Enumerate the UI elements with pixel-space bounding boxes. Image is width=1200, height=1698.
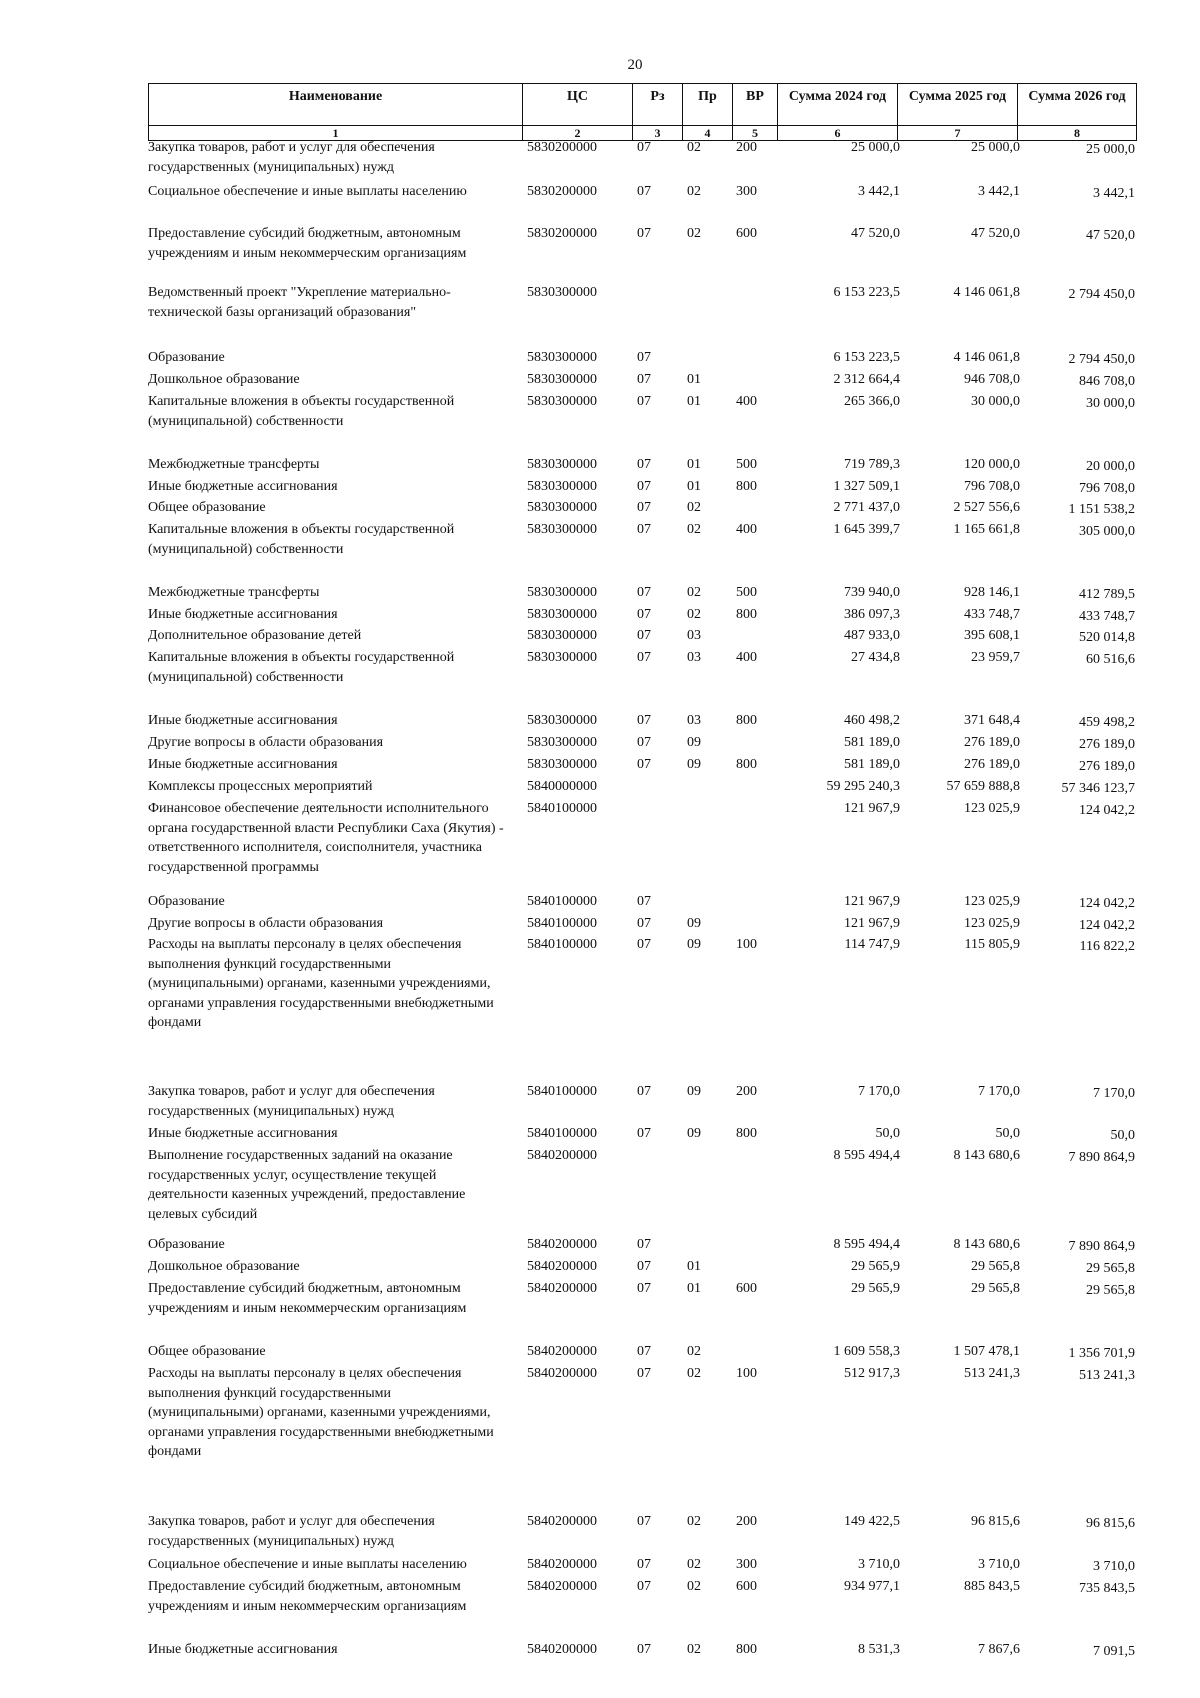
- cell-name: Образование: [148, 1237, 225, 1252]
- col-number: 7: [898, 126, 1018, 141]
- cell-s2024: 719 789,3: [844, 457, 900, 472]
- cell-cs: 5840100000: [527, 1084, 597, 1099]
- cell-s2026: 3 442,1: [1093, 186, 1135, 201]
- cell-pr: 02: [687, 140, 701, 155]
- cell-s2026: 520 014,8: [1079, 630, 1135, 645]
- cell-vr: 300: [736, 1557, 757, 1572]
- cell-cs: 5830200000: [527, 140, 597, 155]
- col-header-vr: ВР: [733, 84, 778, 126]
- cell-s2024: 3 710,0: [858, 1557, 900, 1572]
- cell-s2024: 114 747,9: [844, 937, 900, 952]
- cell-name: Финансовое обеспечение деятельности исполнительного органа государственной власти Республики Саха (Якутия) - ответственного исполнителя, соисполнителя, участника государственной программы: [148, 801, 504, 875]
- cell-cs: 5830300000: [527, 522, 597, 537]
- cell-cs: 5830300000: [527, 757, 597, 772]
- cell-s2026: 846 708,0: [1079, 374, 1135, 389]
- cell-vr: 200: [736, 1084, 757, 1099]
- cell-pr: 01: [687, 372, 701, 387]
- cell-name: Расходы на выплаты персоналу в целях обеспечения выполнения функций государственными (муниципальными) органами, казенными учреждениями, органами управления государственными внебюджетными фондами: [148, 937, 494, 1030]
- cell-cs: 5840200000: [527, 1642, 597, 1657]
- cell-s2024: 1 327 509,1: [833, 479, 900, 494]
- cell-pr: 02: [687, 585, 701, 600]
- cell-cs: 5840000000: [527, 779, 597, 794]
- cell-s2026: 116 822,2: [1079, 939, 1135, 954]
- cell-s2026: 124 042,2: [1079, 896, 1135, 911]
- cell-s2026: 30 000,0: [1086, 396, 1135, 411]
- cell-name: Комплексы процессных мероприятий: [148, 779, 373, 794]
- cell-vr: 800: [736, 757, 757, 772]
- cell-rz: 07: [637, 350, 651, 365]
- cell-name: Капитальные вложения в объекты государственной (муниципальной) собственности: [148, 650, 455, 685]
- cell-name: Предоставление субсидий бюджетным, автономным учреждениям и иным некоммерческим организациям: [148, 1281, 467, 1316]
- cell-cs: 5840100000: [527, 801, 597, 816]
- cell-vr: 400: [736, 394, 757, 409]
- cell-s2026: 124 042,2: [1079, 803, 1135, 818]
- col-number: 5: [733, 126, 778, 141]
- cell-s2025: 25 000,0: [971, 140, 1020, 155]
- col-number: 6: [778, 126, 898, 141]
- cell-s2024: 265 366,0: [844, 394, 900, 409]
- cell-pr: 09: [687, 916, 701, 931]
- cell-s2025: 1 165 661,8: [953, 522, 1020, 537]
- cell-pr: 03: [687, 650, 701, 665]
- cell-s2024: 581 189,0: [844, 735, 900, 750]
- cell-cs: 5840200000: [527, 1579, 597, 1594]
- cell-cs: 5830300000: [527, 607, 597, 622]
- cell-rz: 07: [637, 1281, 651, 1296]
- cell-s2024: 386 097,3: [844, 607, 900, 622]
- cell-cs: 5840200000: [527, 1514, 597, 1529]
- cell-cs: 5830200000: [527, 184, 597, 199]
- cell-rz: 07: [637, 522, 651, 537]
- cell-s2026: 735 843,5: [1079, 1581, 1135, 1596]
- cell-s2026: 1 356 701,9: [1068, 1346, 1135, 1361]
- cell-pr: 01: [687, 457, 701, 472]
- cell-cs: 5840200000: [527, 1344, 597, 1359]
- cell-s2024: 1 645 399,7: [833, 522, 900, 537]
- cell-rz: 07: [637, 184, 651, 199]
- cell-rz: 07: [637, 457, 651, 472]
- cell-vr: 600: [736, 1281, 757, 1296]
- cell-rz: 07: [637, 650, 651, 665]
- cell-name: Закупка товаров, работ и услуг для обеспечения государственных (муниципальных) нужд: [148, 140, 435, 175]
- cell-name: Иные бюджетные ассигнования: [148, 479, 338, 494]
- cell-pr: 01: [687, 394, 701, 409]
- cell-pr: 09: [687, 937, 701, 952]
- cell-rz: 07: [637, 500, 651, 515]
- cell-rz: 07: [637, 479, 651, 494]
- col-number: 3: [633, 126, 683, 141]
- cell-name: Межбюджетные трансферты: [148, 457, 320, 472]
- cell-rz: 07: [637, 372, 651, 387]
- cell-s2025: 276 189,0: [964, 757, 1020, 772]
- col-header-rz: Рз: [633, 84, 683, 126]
- cell-s2025: 47 520,0: [971, 226, 1020, 241]
- cell-s2025: 29 565,8: [971, 1281, 1020, 1296]
- cell-rz: 07: [637, 1259, 651, 1274]
- cell-name: Образование: [148, 894, 225, 909]
- cell-s2026: 513 241,3: [1079, 1368, 1135, 1383]
- cell-s2026: 29 565,8: [1086, 1283, 1135, 1298]
- cell-s2024: 8 595 494,4: [833, 1148, 900, 1163]
- cell-cs: 5830300000: [527, 500, 597, 515]
- cell-s2025: 885 843,5: [964, 1579, 1020, 1594]
- cell-vr: 100: [736, 1366, 757, 1381]
- col-header-pr: Пр: [683, 84, 733, 126]
- cell-s2026: 7 091,5: [1093, 1644, 1135, 1659]
- cell-s2026: 1 151 538,2: [1068, 502, 1135, 517]
- cell-cs: 5830300000: [527, 628, 597, 643]
- cell-cs: 5840100000: [527, 937, 597, 952]
- cell-s2025: 395 608,1: [964, 628, 1020, 643]
- cell-s2024: 47 520,0: [851, 226, 900, 241]
- col-header-sum-2026: Сумма 2026 год: [1018, 84, 1137, 126]
- table-header: [148, 83, 1136, 141]
- cell-s2024: 487 933,0: [844, 628, 900, 643]
- cell-pr: 02: [687, 1557, 701, 1572]
- cell-pr: 09: [687, 757, 701, 772]
- cell-rz: 07: [637, 894, 651, 909]
- cell-vr: 400: [736, 650, 757, 665]
- cell-rz: 07: [637, 1344, 651, 1359]
- cell-cs: 5830300000: [527, 650, 597, 665]
- cell-vr: 500: [736, 585, 757, 600]
- cell-rz: 07: [637, 226, 651, 241]
- cell-s2024: 149 422,5: [844, 1514, 900, 1529]
- cell-s2026: 47 520,0: [1086, 228, 1135, 243]
- cell-rz: 07: [637, 1126, 651, 1141]
- cell-s2024: 512 917,3: [844, 1366, 900, 1381]
- cell-s2026: 412 789,5: [1079, 587, 1135, 602]
- cell-s2026: 7 170,0: [1093, 1086, 1135, 1101]
- cell-pr: 01: [687, 1281, 701, 1296]
- cell-s2026: 57 346 123,7: [1061, 781, 1135, 796]
- cell-s2025: 1 507 478,1: [953, 1344, 1020, 1359]
- page-number: 20: [627, 57, 643, 73]
- cell-rz: 07: [637, 1557, 651, 1572]
- cell-s2026: 3 710,0: [1093, 1559, 1135, 1574]
- cell-s2026: 796 708,0: [1079, 481, 1135, 496]
- cell-s2025: 23 959,7: [971, 650, 1020, 665]
- cell-rz: 07: [637, 1366, 651, 1381]
- cell-vr: 400: [736, 522, 757, 537]
- cell-cs: 5830300000: [527, 713, 597, 728]
- cell-name: Закупка товаров, работ и услуг для обеспечения государственных (муниципальных) нужд: [148, 1084, 435, 1119]
- cell-name: Иные бюджетные ассигнования: [148, 1126, 338, 1141]
- col-number: 1: [149, 126, 523, 141]
- cell-pr: 01: [687, 479, 701, 494]
- cell-s2024: 7 170,0: [858, 1084, 900, 1099]
- cell-s2024: 27 434,8: [851, 650, 900, 665]
- cell-s2025: 4 146 061,8: [953, 285, 1020, 300]
- cell-name: Дошкольное образование: [148, 1259, 300, 1274]
- cell-name: Образование: [148, 350, 225, 365]
- cell-s2026: 7 890 864,9: [1068, 1150, 1135, 1165]
- cell-cs: 5840100000: [527, 1126, 597, 1141]
- cell-s2024: 29 565,9: [851, 1281, 900, 1296]
- cell-cs: 5840200000: [527, 1237, 597, 1252]
- cell-rz: 07: [637, 1579, 651, 1594]
- cell-s2026: 25 000,0: [1086, 142, 1135, 157]
- cell-s2026: 433 748,7: [1079, 609, 1135, 624]
- cell-s2025: 3 442,1: [978, 184, 1020, 199]
- cell-s2025: 30 000,0: [971, 394, 1020, 409]
- cell-cs: 5830300000: [527, 372, 597, 387]
- cell-s2026: 305 000,0: [1079, 524, 1135, 539]
- cell-s2026: 2 794 450,0: [1068, 287, 1135, 302]
- cell-rz: 07: [637, 585, 651, 600]
- cell-name: Общее образование: [148, 500, 266, 515]
- cell-pr: 09: [687, 1126, 701, 1141]
- cell-s2025: 8 143 680,6: [953, 1148, 1020, 1163]
- cell-s2026: 7 890 864,9: [1068, 1239, 1135, 1254]
- col-header-cs: ЦС: [523, 84, 633, 126]
- cell-s2026: 60 516,6: [1086, 652, 1135, 667]
- cell-s2025: 3 710,0: [978, 1557, 1020, 1572]
- cell-name: Социальное обеспечение и иные выплаты населению: [148, 184, 467, 199]
- cell-pr: 02: [687, 1514, 701, 1529]
- cell-s2025: 371 648,4: [964, 713, 1020, 728]
- cell-s2024: 460 498,2: [844, 713, 900, 728]
- cell-cs: 5830300000: [527, 457, 597, 472]
- cell-vr: 600: [736, 226, 757, 241]
- cell-vr: 500: [736, 457, 757, 472]
- cell-s2025: 8 143 680,6: [953, 1237, 1020, 1252]
- cell-name: Иные бюджетные ассигнования: [148, 713, 338, 728]
- cell-name: Расходы на выплаты персоналу в целях обеспечения выполнения функций государственными (муниципальными) органами, казенными учреждениями, органами управления государственными внебюджетными фондами: [148, 1366, 494, 1459]
- cell-s2025: 4 146 061,8: [953, 350, 1020, 365]
- cell-rz: 07: [637, 713, 651, 728]
- cell-s2025: 276 189,0: [964, 735, 1020, 750]
- cell-name: Другие вопросы в области образования: [148, 916, 384, 931]
- cell-s2026: 124 042,2: [1079, 918, 1135, 933]
- cell-s2026: 96 815,6: [1086, 1516, 1135, 1531]
- cell-s2025: 120 000,0: [964, 457, 1020, 472]
- cell-pr: 02: [687, 1366, 701, 1381]
- cell-vr: 600: [736, 1579, 757, 1594]
- cell-cs: 5830300000: [527, 735, 597, 750]
- cell-cs: 5840100000: [527, 894, 597, 909]
- cell-cs: 5830200000: [527, 226, 597, 241]
- cell-s2024: 1 609 558,3: [833, 1344, 900, 1359]
- cell-name: Общее образование: [148, 1344, 266, 1359]
- cell-s2025: 2 527 556,6: [953, 500, 1020, 515]
- cell-name: Иные бюджетные ассигнования: [148, 757, 338, 772]
- col-header-sum-2024: Сумма 2024 год: [778, 84, 898, 126]
- cell-cs: 5840200000: [527, 1366, 597, 1381]
- cell-s2024: 581 189,0: [844, 757, 900, 772]
- cell-name: Межбюджетные трансферты: [148, 585, 320, 600]
- cell-vr: 800: [736, 479, 757, 494]
- col-number: 2: [523, 126, 633, 141]
- cell-s2024: 3 442,1: [858, 184, 900, 199]
- cell-s2025: 123 025,9: [964, 916, 1020, 931]
- cell-s2026: 50,0: [1110, 1128, 1135, 1143]
- cell-vr: 100: [736, 937, 757, 952]
- cell-name: Дошкольное образование: [148, 372, 300, 387]
- cell-s2025: 96 815,6: [971, 1514, 1020, 1529]
- col-header-sum-2025: Сумма 2025 год: [898, 84, 1018, 126]
- cell-vr: 800: [736, 1126, 757, 1141]
- cell-s2025: 796 708,0: [964, 479, 1020, 494]
- cell-name: Капитальные вложения в объекты государственной (муниципальной) собственности: [148, 394, 455, 429]
- cell-s2025: 7 170,0: [978, 1084, 1020, 1099]
- cell-name: Иные бюджетные ассигнования: [148, 1642, 338, 1657]
- cell-pr: 09: [687, 735, 701, 750]
- cell-s2024: 59 295 240,3: [826, 779, 900, 794]
- cell-s2026: 20 000,0: [1086, 459, 1135, 474]
- cell-rz: 07: [637, 607, 651, 622]
- cell-rz: 07: [637, 1642, 651, 1657]
- cell-rz: 07: [637, 140, 651, 155]
- cell-s2025: 928 146,1: [964, 585, 1020, 600]
- cell-rz: 07: [637, 916, 651, 931]
- cell-name: Предоставление субсидий бюджетным, автономным учреждениям и иным некоммерческим организациям: [148, 1579, 467, 1614]
- cell-s2025: 29 565,8: [971, 1259, 1020, 1274]
- col-number: 4: [683, 126, 733, 141]
- cell-cs: 5840200000: [527, 1148, 597, 1163]
- cell-s2024: 121 967,9: [844, 916, 900, 931]
- cell-s2025: 946 708,0: [964, 372, 1020, 387]
- cell-pr: 02: [687, 1344, 701, 1359]
- cell-name: Дополнительное образование детей: [148, 628, 362, 643]
- cell-s2025: 50,0: [995, 1126, 1020, 1141]
- cell-s2024: 934 977,1: [844, 1579, 900, 1594]
- cell-s2025: 123 025,9: [964, 801, 1020, 816]
- cell-pr: 01: [687, 1259, 701, 1274]
- cell-pr: 03: [687, 713, 701, 728]
- cell-pr: 02: [687, 184, 701, 199]
- cell-pr: 09: [687, 1084, 701, 1099]
- cell-name: Капитальные вложения в объекты государственной (муниципальной) собственности: [148, 522, 455, 557]
- cell-pr: 02: [687, 226, 701, 241]
- cell-s2026: 276 189,0: [1079, 737, 1135, 752]
- col-header-name: Наименование: [149, 84, 523, 126]
- cell-rz: 07: [637, 628, 651, 643]
- cell-cs: 5830300000: [527, 394, 597, 409]
- cell-name: Выполнение государственных заданий на оказание государственных услуг, осуществление текущей деятельности казенных учреждений, предоставление целевых субсидий: [148, 1148, 466, 1222]
- cell-name: Другие вопросы в области образования: [148, 735, 384, 750]
- cell-vr: 800: [736, 1642, 757, 1657]
- cell-cs: 5840200000: [527, 1281, 597, 1296]
- cell-s2024: 8 595 494,4: [833, 1237, 900, 1252]
- cell-s2025: 7 867,6: [978, 1642, 1020, 1657]
- cell-s2026: 459 498,2: [1079, 715, 1135, 730]
- cell-s2025: 115 805,9: [964, 937, 1020, 952]
- cell-cs: 5830300000: [527, 350, 597, 365]
- cell-s2024: 50,0: [875, 1126, 900, 1141]
- cell-name: Социальное обеспечение и иные выплаты населению: [148, 1557, 467, 1572]
- cell-s2026: 2 794 450,0: [1068, 352, 1135, 367]
- cell-s2024: 2 771 437,0: [833, 500, 900, 515]
- cell-s2024: 29 565,9: [851, 1259, 900, 1274]
- cell-s2024: 8 531,3: [858, 1642, 900, 1657]
- cell-s2024: 6 153 223,5: [833, 285, 900, 300]
- cell-cs: 5840200000: [527, 1557, 597, 1572]
- cell-s2025: 433 748,7: [964, 607, 1020, 622]
- cell-s2024: 739 940,0: [844, 585, 900, 600]
- cell-s2024: 121 967,9: [844, 894, 900, 909]
- cell-name: Иные бюджетные ассигнования: [148, 607, 338, 622]
- cell-cs: 5840100000: [527, 916, 597, 931]
- cell-s2026: 276 189,0: [1079, 759, 1135, 774]
- cell-pr: 02: [687, 1579, 701, 1594]
- cell-rz: 07: [637, 735, 651, 750]
- cell-s2026: 29 565,8: [1086, 1261, 1135, 1276]
- cell-s2025: 513 241,3: [964, 1366, 1020, 1381]
- cell-s2024: 6 153 223,5: [833, 350, 900, 365]
- cell-cs: 5830300000: [527, 285, 597, 300]
- cell-cs: 5830300000: [527, 585, 597, 600]
- cell-vr: 800: [736, 607, 757, 622]
- cell-s2025: 57 659 888,8: [946, 779, 1020, 794]
- col-number: 8: [1018, 126, 1137, 141]
- cell-rz: 07: [637, 394, 651, 409]
- cell-s2024: 121 967,9: [844, 801, 900, 816]
- cell-vr: 200: [736, 1514, 757, 1529]
- cell-name: Ведомственный проект "Укрепление материально-технической базы организаций образования": [148, 285, 451, 320]
- cell-name: Предоставление субсидий бюджетным, автономным учреждениям и иным некоммерческим организациям: [148, 226, 467, 261]
- cell-rz: 07: [637, 757, 651, 772]
- cell-rz: 07: [637, 1237, 651, 1252]
- cell-rz: 07: [637, 1514, 651, 1529]
- cell-s2025: 123 025,9: [964, 894, 1020, 909]
- cell-pr: 02: [687, 500, 701, 515]
- cell-s2024: 25 000,0: [851, 140, 900, 155]
- cell-vr: 800: [736, 713, 757, 728]
- cell-cs: 5830300000: [527, 479, 597, 494]
- cell-name: Закупка товаров, работ и услуг для обеспечения государственных (муниципальных) нужд: [148, 1514, 435, 1549]
- cell-pr: 03: [687, 628, 701, 643]
- cell-vr: 300: [736, 184, 757, 199]
- cell-vr: 200: [736, 140, 757, 155]
- cell-pr: 02: [687, 522, 701, 537]
- cell-s2024: 2 312 664,4: [833, 372, 900, 387]
- cell-cs: 5840200000: [527, 1259, 597, 1274]
- cell-pr: 02: [687, 607, 701, 622]
- cell-rz: 07: [637, 1084, 651, 1099]
- cell-rz: 07: [637, 937, 651, 952]
- cell-pr: 02: [687, 1642, 701, 1657]
